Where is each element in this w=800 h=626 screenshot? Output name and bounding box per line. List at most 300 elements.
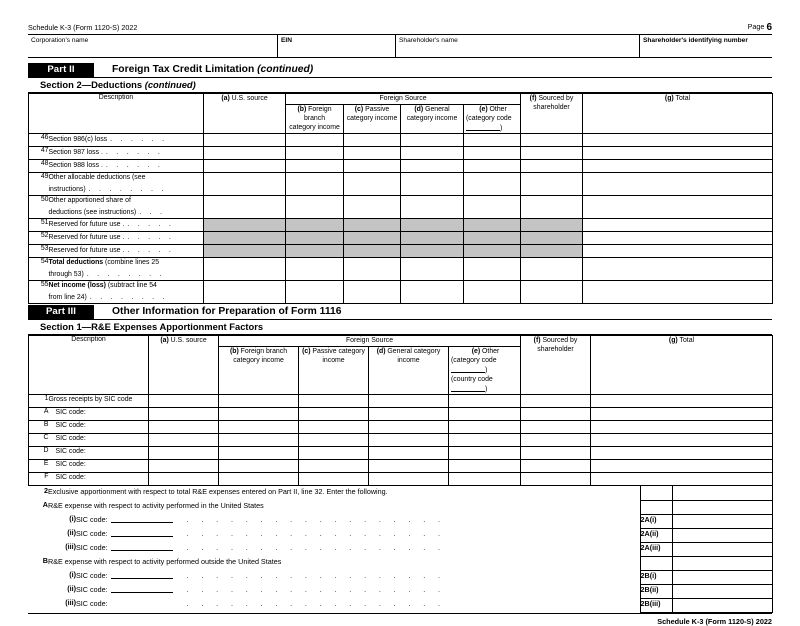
leader-dots: . . . . . xyxy=(127,245,175,254)
page-label: Page xyxy=(747,22,765,31)
line-number: D xyxy=(29,447,49,460)
table-row xyxy=(29,232,773,245)
cell-b[interactable] xyxy=(219,473,299,486)
cell-d[interactable] xyxy=(401,258,464,281)
table-row xyxy=(29,160,773,173)
part-3-col-c-letter: (c) xyxy=(302,348,311,355)
part-3-rne-table xyxy=(28,335,773,486)
line-label[interactable]: SIC code: xyxy=(49,460,149,473)
part-3-foreign-source-span: Foreign Source xyxy=(219,336,521,347)
line-number: F xyxy=(29,473,49,486)
cell-e[interactable] xyxy=(449,434,521,447)
cell-a[interactable] xyxy=(149,434,219,447)
cell-g[interactable] xyxy=(591,434,773,447)
cell-e-reserved xyxy=(464,232,521,245)
cell-g[interactable] xyxy=(591,473,773,486)
item-2-value-spacer[interactable] xyxy=(672,486,772,500)
cell-c-reserved xyxy=(344,232,401,245)
section-1-dash: — xyxy=(81,321,92,332)
line-label[interactable]: SIC code: xyxy=(49,447,149,460)
part-2-col-g-text: Total xyxy=(673,95,691,102)
table-row xyxy=(29,460,773,473)
cell-c[interactable] xyxy=(344,173,401,196)
amount-input[interactable] xyxy=(672,584,772,598)
cell-g[interactable] xyxy=(583,134,773,147)
line-label xyxy=(49,258,204,281)
cell-f-reserved xyxy=(521,232,583,245)
sub-label: SIC code: xyxy=(76,515,108,524)
cell-g[interactable] xyxy=(583,281,773,304)
cell-f-reserved xyxy=(521,245,583,258)
cell-b[interactable] xyxy=(219,447,299,460)
cell-d[interactable] xyxy=(401,196,464,219)
line-text: Section 987 loss . xyxy=(48,149,103,156)
cell-d[interactable] xyxy=(369,395,449,408)
part-3-col-f xyxy=(521,336,591,395)
cell-b[interactable] xyxy=(286,160,344,173)
cell-c[interactable] xyxy=(299,473,369,486)
cell-e-reserved xyxy=(464,245,521,258)
line-number: 53 xyxy=(29,245,49,258)
cell-b-reserved xyxy=(286,232,344,245)
part-2-col-f xyxy=(521,94,583,134)
cell-f[interactable] xyxy=(521,281,583,304)
part-3-col-b-letter: (b) xyxy=(229,348,239,355)
line-number: E xyxy=(29,460,49,473)
cell-d-reserved xyxy=(401,232,464,245)
line-number: 49 xyxy=(29,173,49,196)
line-label[interactable]: SIC code: xyxy=(49,434,149,447)
section-2-title: Deductions xyxy=(91,79,145,90)
line-text: Reserved for future use . xyxy=(48,234,125,241)
leader-dots: . . . . . xyxy=(127,219,175,228)
sic-code-input[interactable] xyxy=(111,584,173,593)
cell-d[interactable] xyxy=(401,173,464,196)
part-3-tag: Part III xyxy=(28,305,94,319)
part-3-col-e-l2: (category code xyxy=(451,357,497,364)
table-row xyxy=(29,258,773,281)
cell-b[interactable] xyxy=(219,460,299,473)
part-3-col-d xyxy=(369,347,449,395)
cell-c-reserved xyxy=(344,219,401,232)
sic-code-input[interactable] xyxy=(111,542,173,551)
part-2-col-e-letter: (e) xyxy=(479,106,488,113)
cell-b[interactable] xyxy=(219,421,299,434)
cell-a[interactable] xyxy=(149,473,219,486)
part-2-section-2-heading xyxy=(28,78,772,93)
cell-c[interactable] xyxy=(344,160,401,173)
cell-g[interactable] xyxy=(591,447,773,460)
cell-g[interactable] xyxy=(591,395,773,408)
cell-b[interactable] xyxy=(219,434,299,447)
cell-c[interactable] xyxy=(344,196,401,219)
part-2-col-e-l2: (category code xyxy=(466,115,512,122)
cell-a-reserved xyxy=(204,219,286,232)
line-text: Reserved for future use . xyxy=(48,247,125,254)
form-reference: Schedule K-3 (Form 1120-S) 2022 xyxy=(28,23,138,32)
line-number: A xyxy=(29,408,49,421)
table-row xyxy=(29,147,773,160)
cell-b-reserved xyxy=(286,219,344,232)
sub-row xyxy=(28,514,772,528)
cell-e[interactable] xyxy=(464,160,521,173)
cell-c[interactable] xyxy=(344,281,401,304)
amount-input[interactable] xyxy=(672,542,772,556)
cell-c-reserved xyxy=(344,245,401,258)
part-3-col-d-l1: General category xyxy=(385,348,441,355)
part-3-col-a xyxy=(149,336,219,395)
part-3-col-e-close-1: ) xyxy=(485,367,488,374)
part-3-col-e-l3: (country code xyxy=(451,376,493,383)
cell-d[interactable] xyxy=(401,281,464,304)
item-2b-ref-spacer xyxy=(640,556,672,570)
part-3-col-g-letter: (g) xyxy=(668,337,678,344)
cell-g[interactable] xyxy=(583,258,773,281)
cell-e[interactable] xyxy=(449,395,521,408)
cell-d-reserved xyxy=(401,245,464,258)
cell-c[interactable] xyxy=(299,460,369,473)
shareholder-name-field[interactable] xyxy=(396,35,640,57)
table-row xyxy=(29,473,773,486)
part-2-col-g-letter: (g) xyxy=(664,95,674,102)
part-2-tag: Part II xyxy=(28,63,94,77)
line-text-bold: Net income (loss) xyxy=(48,282,108,289)
line-text-2: instructions) xyxy=(48,185,86,193)
sub-row xyxy=(28,528,772,542)
sic-code-input[interactable] xyxy=(111,528,173,537)
cell-d[interactable] xyxy=(369,447,449,460)
amount-input[interactable] xyxy=(672,528,772,542)
leader-dots: . . . . . . . . xyxy=(88,183,167,193)
cell-a[interactable] xyxy=(149,460,219,473)
line-reference: 2B(i) xyxy=(640,570,672,584)
cell-b[interactable] xyxy=(286,281,344,304)
cell-e[interactable] xyxy=(449,447,521,460)
cell-e[interactable] xyxy=(464,173,521,196)
taxpayer-identification-bar xyxy=(28,34,772,58)
sub-roman: (iii) xyxy=(65,598,76,607)
sub-text xyxy=(76,598,640,612)
part-2-col-c-l2: category income xyxy=(346,115,398,122)
part-3-col-d-l2: income xyxy=(397,357,420,364)
leader-dots: . . . . . . . . . . . . . . . . . . xyxy=(186,585,446,594)
line-reference: 2A(ii) xyxy=(640,528,672,542)
shareholder-id-field[interactable] xyxy=(640,35,772,57)
part-3-col-a-letter: (a) xyxy=(160,337,169,344)
cell-a[interactable] xyxy=(149,395,219,408)
cell-g[interactable] xyxy=(583,147,773,160)
line-label xyxy=(49,281,204,304)
cell-d[interactable] xyxy=(401,147,464,160)
cell-f[interactable] xyxy=(521,147,583,160)
item-2a-value-spacer[interactable] xyxy=(672,500,772,514)
cell-d[interactable] xyxy=(369,460,449,473)
line-text-2: deductions (see instructions) xyxy=(48,208,137,216)
cell-e[interactable] xyxy=(449,421,521,434)
section-1-title: R&E Expenses Apportionment Factors xyxy=(91,321,264,332)
cell-f[interactable] xyxy=(521,173,583,196)
part-2-col-d-letter: (d) xyxy=(414,106,424,113)
cell-e[interactable] xyxy=(464,196,521,219)
page-number: 6 xyxy=(766,22,772,33)
part-3-col-b xyxy=(219,347,299,395)
leader-dots: . . . . . . xyxy=(105,147,164,156)
cell-c[interactable] xyxy=(299,395,369,408)
sub-text xyxy=(76,584,640,598)
cell-a[interactable] xyxy=(204,147,286,160)
line-text-2: through 53) xyxy=(48,270,84,278)
cell-d[interactable] xyxy=(369,421,449,434)
leader-dots: . . . . . . . . . . . . . . . . . . xyxy=(186,599,446,608)
part-2-title xyxy=(94,63,313,77)
sic-code-input[interactable] xyxy=(111,570,173,579)
part-2-col-d xyxy=(401,105,464,134)
item-2b-row xyxy=(28,556,772,570)
cell-c[interactable] xyxy=(299,447,369,460)
line-label xyxy=(49,173,204,196)
corporation-name-label: Corporation's name xyxy=(31,37,89,44)
cell-a[interactable] xyxy=(149,421,219,434)
part-3-col-b-l1: Foreign branch xyxy=(238,348,288,355)
line-text: Section 986(c) loss xyxy=(48,136,108,143)
section-2-number: Section 2 xyxy=(40,79,82,90)
sub-spacer xyxy=(28,570,48,584)
part-2-col-b-l2: category income xyxy=(289,124,340,131)
cell-e[interactable] xyxy=(464,281,521,304)
line-number: 46 xyxy=(29,134,49,147)
line-label[interactable]: SIC code: xyxy=(49,408,149,421)
line-text: Reserved for future use . xyxy=(48,221,125,228)
cell-a-reserved xyxy=(204,232,286,245)
leader-dots: . . . . . . xyxy=(110,134,168,143)
table-row xyxy=(29,173,773,196)
sub-label: SIC code: xyxy=(76,599,108,608)
leader-dots: . . . . . . xyxy=(105,160,164,169)
line-label[interactable]: SIC code: xyxy=(49,473,149,486)
cell-d-reserved xyxy=(401,219,464,232)
cell-c[interactable] xyxy=(344,258,401,281)
cell-g[interactable] xyxy=(591,408,773,421)
line-text: Section 988 loss . xyxy=(48,162,103,169)
part-3-category-code-blank[interactable] xyxy=(451,365,488,374)
part-3-col-f-l2: shareholder xyxy=(537,346,574,353)
part-2-col-f-l2: shareholder xyxy=(533,104,570,111)
table-row xyxy=(29,395,773,408)
leader-dots: . . . . . . . . . . . . . . . . . . xyxy=(186,571,446,580)
line-label: Gross receipts by SIC code xyxy=(49,395,149,408)
sub-text xyxy=(76,528,640,542)
line-label xyxy=(49,196,204,219)
cell-f[interactable] xyxy=(521,421,591,434)
cell-e[interactable] xyxy=(464,134,521,147)
part-2-col-b-letter: (b) xyxy=(297,106,307,113)
cell-d[interactable] xyxy=(369,408,449,421)
line-number: 50 xyxy=(29,196,49,219)
line-number: C xyxy=(29,434,49,447)
cell-g[interactable] xyxy=(583,219,773,232)
table-row xyxy=(29,219,773,232)
cell-e[interactable] xyxy=(464,258,521,281)
leader-dots: . . . . . . . . . . . . . . . . . . xyxy=(186,543,446,552)
leader-dots: . . . . . . . . xyxy=(86,268,165,278)
section-1-number: Section 1 xyxy=(40,321,82,332)
corporation-name-field[interactable] xyxy=(28,35,278,57)
line-reference: 2A(iii) xyxy=(640,542,672,556)
part-3-col-c-l1: Passive category xyxy=(310,348,365,355)
item-2-text: Exclusive apportionment with respect to total R&E expenses entered on Part II, line 32. Enter the following. xyxy=(48,487,388,496)
cell-a[interactable] xyxy=(204,281,286,304)
line-reference: 2B(ii) xyxy=(640,584,672,598)
part-2-col-a-letter: (a) xyxy=(221,95,230,102)
cell-e[interactable] xyxy=(449,408,521,421)
sub-spacer xyxy=(28,542,48,556)
cell-a-reserved xyxy=(204,245,286,258)
part-2-col-g xyxy=(583,94,773,134)
sub-text xyxy=(76,514,640,528)
cell-f[interactable] xyxy=(521,160,583,173)
line-text-bold: Total deductions xyxy=(48,259,106,266)
cell-g[interactable] xyxy=(583,245,773,258)
line-text: (combine lines 25 xyxy=(105,259,160,266)
line-text-2: from line 24) xyxy=(48,293,87,301)
cell-f[interactable] xyxy=(521,473,591,486)
table-row xyxy=(29,447,773,460)
cell-f[interactable] xyxy=(521,434,591,447)
table-row xyxy=(29,245,773,258)
line-text: Other allocable deductions (see xyxy=(48,174,146,181)
sub-label: SIC code: xyxy=(76,585,108,594)
ein-label: EIN xyxy=(281,37,292,44)
sub-roman: (ii) xyxy=(67,528,76,537)
cell-e[interactable] xyxy=(449,460,521,473)
line-label[interactable]: SIC code: xyxy=(49,421,149,434)
cell-d[interactable] xyxy=(401,134,464,147)
cell-e[interactable] xyxy=(464,147,521,160)
page-indicator xyxy=(748,22,772,32)
line-label xyxy=(49,245,204,258)
cell-a[interactable] xyxy=(204,258,286,281)
part-2-category-code-blank[interactable] xyxy=(466,123,503,132)
table-row xyxy=(29,421,773,434)
item-2b-text: R&E expense with respect to activity performed outside the United States xyxy=(48,557,282,566)
cell-b[interactable] xyxy=(286,147,344,160)
cell-c[interactable] xyxy=(344,134,401,147)
amount-input[interactable] xyxy=(672,598,772,612)
cell-c[interactable] xyxy=(299,421,369,434)
cell-a[interactable] xyxy=(204,134,286,147)
cell-d[interactable] xyxy=(369,434,449,447)
part-3-section-1-heading xyxy=(28,320,772,335)
cell-b[interactable] xyxy=(286,258,344,281)
part-3-col-a-text: U.S. source xyxy=(168,337,207,344)
part-3-col-f-l1: Sourced by xyxy=(540,337,578,344)
part-2-col-e-close: ) xyxy=(500,125,503,132)
cell-g[interactable] xyxy=(583,232,773,245)
sub-text xyxy=(76,542,640,556)
table-row xyxy=(29,134,773,147)
amount-input[interactable] xyxy=(672,514,772,528)
line-number: 52 xyxy=(29,232,49,245)
line-number: 54 xyxy=(29,258,49,281)
part-2-col-f-letter: (f) xyxy=(529,95,537,102)
part-2-col-d-l2: category income xyxy=(406,115,458,122)
part-3-header-row-1 xyxy=(29,336,773,347)
amount-input[interactable] xyxy=(672,570,772,584)
sic-code-input[interactable] xyxy=(111,514,173,523)
line-reference: 2A(i) xyxy=(640,514,672,528)
cell-d[interactable] xyxy=(369,473,449,486)
form-footer: Schedule K-3 (Form 1120-S) 2022 xyxy=(657,616,772,626)
cell-g[interactable] xyxy=(591,460,773,473)
line-label xyxy=(49,160,204,173)
table-row xyxy=(29,281,773,304)
part-2-col-description: Description xyxy=(29,94,204,134)
cell-f[interactable] xyxy=(521,408,591,421)
part-2-col-b-l1: Foreign branch xyxy=(303,106,332,122)
cell-a[interactable] xyxy=(204,196,286,219)
cell-a[interactable] xyxy=(204,160,286,173)
cell-g[interactable] xyxy=(583,196,773,219)
cell-c[interactable] xyxy=(299,408,369,421)
shareholder-name-label: Shareholder's name xyxy=(399,37,458,44)
cell-g[interactable] xyxy=(583,173,773,196)
leader-dots: . . . . . . . . . . . . . . . . . . xyxy=(186,515,446,524)
part-3-country-code-blank[interactable] xyxy=(451,384,488,393)
item-2-ref-spacer xyxy=(640,486,672,500)
cell-d[interactable] xyxy=(401,160,464,173)
line-text: Other apportioned share of xyxy=(48,197,131,204)
cell-f[interactable] xyxy=(521,447,591,460)
item-2b-letter: B xyxy=(42,556,48,565)
cell-b[interactable] xyxy=(286,173,344,196)
part-3-col-description: Description xyxy=(29,336,149,395)
cell-b[interactable] xyxy=(286,134,344,147)
part-2-col-d-l1: General xyxy=(423,106,450,113)
item-2b-value-spacer[interactable] xyxy=(672,556,772,570)
cell-a[interactable] xyxy=(204,173,286,196)
cell-a[interactable] xyxy=(149,447,219,460)
sub-spacer xyxy=(28,584,48,598)
cell-f[interactable] xyxy=(521,196,583,219)
cell-f[interactable] xyxy=(521,258,583,281)
cell-a[interactable] xyxy=(149,408,219,421)
cell-e[interactable] xyxy=(449,473,521,486)
sub-row xyxy=(28,598,772,612)
cell-g[interactable] xyxy=(591,421,773,434)
table-row xyxy=(29,434,773,447)
cell-f[interactable] xyxy=(521,395,591,408)
cell-c[interactable] xyxy=(299,434,369,447)
sub-spacer xyxy=(28,514,48,528)
cell-c[interactable] xyxy=(344,147,401,160)
part-2-col-a xyxy=(204,94,286,134)
cell-f[interactable] xyxy=(521,460,591,473)
cell-b[interactable] xyxy=(286,196,344,219)
part-3-col-g xyxy=(591,336,773,395)
cell-g[interactable] xyxy=(583,160,773,173)
ein-field[interactable] xyxy=(278,35,396,57)
item-2a-row xyxy=(28,500,772,514)
cell-f[interactable] xyxy=(521,134,583,147)
cell-b[interactable] xyxy=(219,395,299,408)
sub-row xyxy=(28,542,772,556)
line-number: 48 xyxy=(29,160,49,173)
line-number: 1 xyxy=(29,395,49,408)
cell-b[interactable] xyxy=(219,408,299,421)
part-2-col-f-l1: Sourced by xyxy=(536,95,574,102)
part-2-col-c-letter: (c) xyxy=(354,106,364,113)
line-label xyxy=(49,134,204,147)
